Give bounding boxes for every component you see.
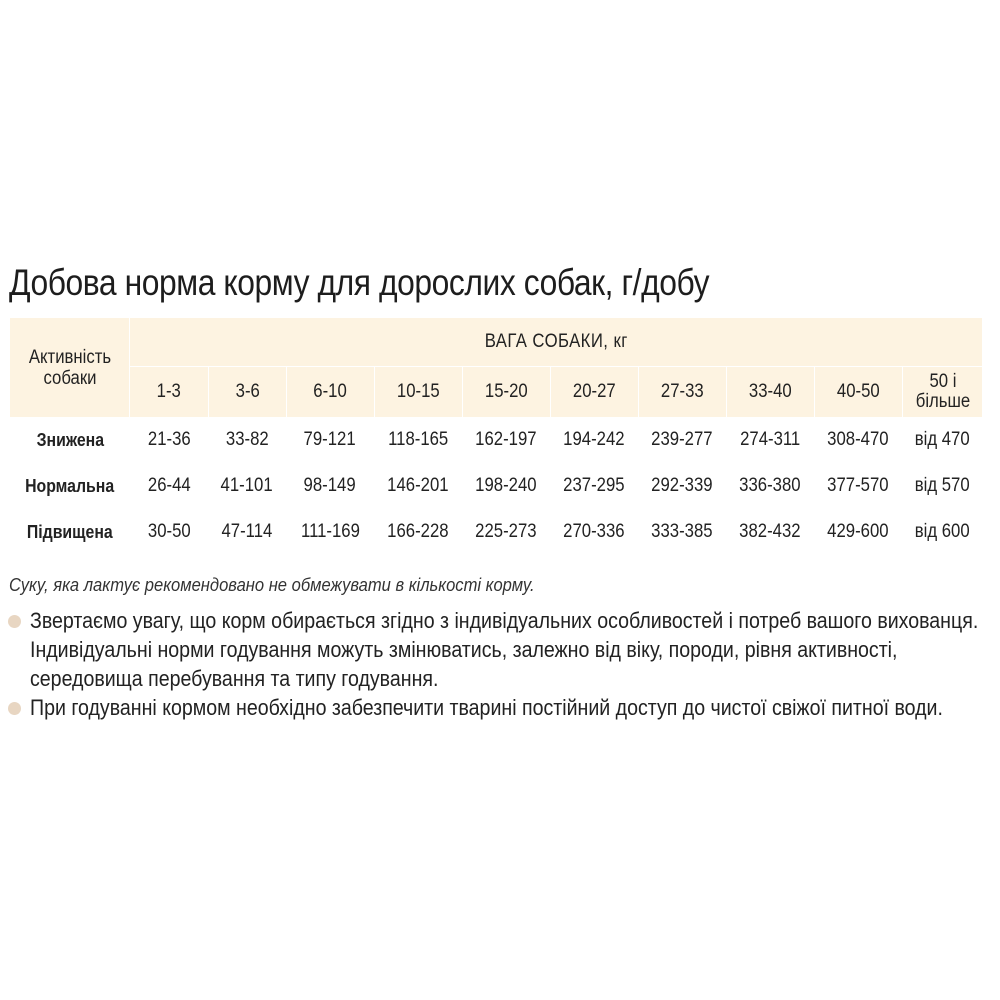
table-row xyxy=(10,417,982,463)
bullet-text: При годуванні кормом необхідно забезпечити тварині постійний доступ до чистої свіжої питної води. xyxy=(30,695,943,720)
list-item xyxy=(8,693,1000,722)
table-cell: 292-339 xyxy=(638,463,726,509)
bullet-dot-icon xyxy=(8,615,21,628)
table-cell: 26-44 xyxy=(130,463,208,509)
table-cell: 333-385 xyxy=(638,509,726,555)
table-cell: 98-149 xyxy=(286,463,374,509)
table-cell: 162-197 xyxy=(462,417,550,463)
table-cell: 47-114 xyxy=(208,509,286,555)
weight-column-header: 15-20 xyxy=(462,366,550,417)
table-cell: 239-277 xyxy=(638,417,726,463)
weight-columns-row xyxy=(10,366,982,417)
table-cell: 336-380 xyxy=(726,463,814,509)
table-cell: 146-201 xyxy=(374,463,462,509)
table-cell: 308-470 xyxy=(814,417,902,463)
table-cell: 382-432 xyxy=(726,509,814,555)
page-title: Добова норма корму для дорослих собак, г/добу xyxy=(9,262,710,303)
table-cell: 194-242 xyxy=(550,417,638,463)
weight-column-header: 27-33 xyxy=(638,366,726,417)
table-cell: 118-165 xyxy=(374,417,462,463)
table-cell: 21-36 xyxy=(130,417,208,463)
table-cell: 111-169 xyxy=(286,509,374,555)
table-cell: від 600 xyxy=(902,509,982,555)
table-cell: 166-228 xyxy=(374,509,462,555)
weight-column-header: 33-40 xyxy=(726,366,814,417)
table-cell: 30-50 xyxy=(130,509,208,555)
table-cell: 79-121 xyxy=(286,417,374,463)
row-label: Підвищена xyxy=(10,509,130,555)
table-cell: 225-273 xyxy=(462,509,550,555)
table-cell: 237-295 xyxy=(550,463,638,509)
feeding-table-container xyxy=(10,318,982,558)
weight-header: ВАГА СОБАКИ, кг xyxy=(130,318,982,366)
activity-header: Активність собаки xyxy=(10,318,130,417)
table-row xyxy=(10,463,982,509)
table-cell: 198-240 xyxy=(462,463,550,509)
list-item xyxy=(8,606,1000,693)
weight-column-header: 6-10 xyxy=(286,366,374,417)
table-cell: 377-570 xyxy=(814,463,902,509)
bullet-list xyxy=(8,606,1000,722)
feeding-table xyxy=(10,318,982,555)
weight-column-header: 1-3 xyxy=(130,366,208,417)
table-cell: 270-336 xyxy=(550,509,638,555)
lactation-note: Суку, яка лактує рекомендовано не обмежувати в кількості корму. xyxy=(9,575,535,595)
weight-column-header: 3-6 xyxy=(208,366,286,417)
bullet-text: Звертаємо увагу, що корм обирається згідно з індивідуальних особливостей і потреб вашого вихованця. Індивідуальні норми годування можуть змінюватись, залежно від віку, породи, рівня активності, середовища перебування та типу годування. xyxy=(30,608,979,691)
row-label: Знижена xyxy=(10,417,130,463)
table-cell: від 470 xyxy=(902,417,982,463)
table-cell: від 570 xyxy=(902,463,982,509)
weight-column-header: 20-27 xyxy=(550,366,638,417)
table-cell: 41-101 xyxy=(208,463,286,509)
bullet-dot-icon xyxy=(8,702,21,715)
weight-column-header: 40-50 xyxy=(814,366,902,417)
table-cell: 274-311 xyxy=(726,417,814,463)
table-cell: 429-600 xyxy=(814,509,902,555)
row-label: Нормальна xyxy=(10,463,130,509)
weight-column-header: 50 і більше xyxy=(902,366,982,417)
table-cell: 33-82 xyxy=(208,417,286,463)
table-header-row xyxy=(10,318,982,366)
table-row xyxy=(10,509,982,555)
weight-column-header: 10-15 xyxy=(374,366,462,417)
